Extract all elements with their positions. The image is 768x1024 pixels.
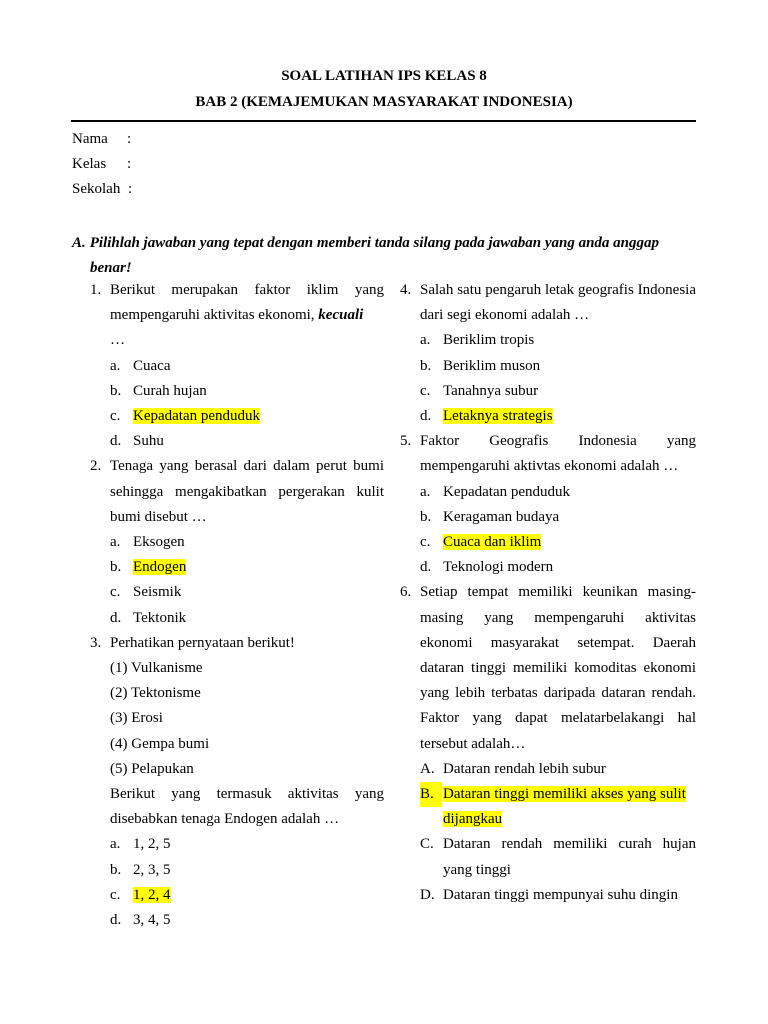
option-label: b.	[110, 382, 122, 399]
option-text: Dataran tinggi mempunyai suhu dingin	[443, 886, 678, 903]
option-4b[interactable]	[400, 354, 696, 379]
question-text	[110, 278, 384, 354]
question-emphasis: kecuali	[318, 307, 364, 324]
option-6b[interactable]	[400, 782, 696, 832]
question-4	[400, 278, 696, 328]
option-1d[interactable]	[90, 429, 384, 454]
question-number: 4.	[400, 282, 412, 298]
option-text: 2, 3, 5	[133, 861, 171, 878]
option-text: Cuaca dan iklim	[443, 534, 542, 551]
instruction-line-1: Pilihlah jawaban yang tepat dengan memberi tanda silang pada jawaban yang anda anggap	[89, 235, 660, 251]
option-4d[interactable]	[400, 404, 696, 429]
option-1c[interactable]	[90, 404, 384, 429]
field-kelas	[72, 156, 132, 173]
question-1	[90, 278, 384, 354]
question-5	[400, 429, 696, 479]
option-label: d.	[420, 408, 432, 425]
option-label: a.	[110, 357, 121, 374]
field-kelas-colon: :	[127, 156, 132, 172]
field-sekolah-label: Sekolah	[72, 181, 121, 197]
option-label: b.	[110, 861, 122, 878]
question-3	[90, 631, 384, 656]
option-text: 3, 4, 5	[133, 912, 171, 929]
option-6d[interactable]	[400, 883, 696, 908]
question-text: Setiap tempat memiliki keunikan masing-masing yang mempengaruhi aktivitas ekonomi masyarakat setempat. Daerah dataran tinggi memiliki komoditas ekonomi yang lebih terbatas daripada dataran rendah. Faktor yang dapat melatarbelakangi hal tersebut adalah…	[420, 584, 696, 752]
field-nama-colon: :	[127, 131, 132, 147]
option-label: d.	[420, 559, 432, 576]
option-text: Suhu	[133, 433, 164, 450]
answer-highlight	[420, 408, 553, 425]
field-kelas-label: Kelas	[72, 156, 107, 172]
option-text: 1, 2, 4	[133, 886, 171, 903]
option-label: a.	[420, 483, 431, 500]
option-text: Teknologi modern	[443, 559, 554, 576]
option-3a[interactable]	[90, 832, 384, 857]
field-sekolah	[72, 181, 133, 198]
option-label: b.	[420, 508, 432, 525]
answer-highlight: Dataran tinggi memiliki akses yang sulit dijangkau	[443, 786, 686, 828]
right-column	[400, 278, 696, 908]
answer-highlight	[110, 559, 187, 576]
option-3d[interactable]	[90, 908, 384, 933]
field-nama	[72, 131, 132, 148]
option-label: a.	[420, 332, 431, 349]
title-line-2: BAB 2 (KEMAJEMUKAN MASYARAKAT INDONESIA)	[195, 94, 573, 110]
option-label: c.	[110, 886, 121, 903]
option-3c[interactable]	[90, 883, 384, 908]
option-label: C.	[420, 836, 434, 853]
option-2c[interactable]	[90, 580, 384, 605]
option-label: d.	[110, 609, 122, 626]
statement-2: (2) Tektonisme	[110, 685, 201, 702]
field-nama-label: Nama	[72, 131, 108, 147]
option-text: Eksogen	[133, 534, 185, 551]
question-number: 1.	[90, 282, 102, 298]
option-label: c.	[110, 584, 121, 601]
option-1b[interactable]	[90, 379, 384, 404]
option-label: d.	[110, 433, 122, 450]
option-2d[interactable]	[90, 606, 384, 631]
option-6c[interactable]	[400, 832, 696, 882]
option-label: b.	[420, 357, 432, 374]
question-6	[400, 580, 696, 756]
option-text: Endogen	[133, 559, 187, 576]
question-number: 6.	[400, 584, 412, 601]
section-letter: A.	[72, 235, 86, 251]
option-label: c.	[110, 408, 121, 425]
question-ellipsis: …	[110, 332, 125, 349]
option-text: 1, 2, 5	[133, 836, 171, 853]
answer-highlight	[420, 534, 542, 551]
option-label: d.	[110, 912, 122, 929]
question-number: 3.	[90, 634, 102, 651]
question-3-follow-text: Berikut yang termasuk aktivitas yang disebabkan tenaga Endogen adalah …	[110, 786, 384, 828]
option-label: b.	[110, 559, 122, 576]
option-label: a.	[110, 534, 121, 551]
option-text: Keragaman budaya	[443, 508, 560, 525]
left-column	[90, 278, 384, 933]
header-divider	[71, 120, 696, 122]
option-text: Dataran rendah memiliki curah hujan yang tinggi	[443, 836, 696, 878]
question-text: Perhatikan pernyataan berikut!	[110, 634, 295, 651]
option-label: B.	[420, 782, 442, 807]
option-text: Beriklim tropis	[443, 332, 535, 349]
question-number: 2.	[90, 458, 102, 475]
option-label: a.	[110, 836, 121, 853]
instruction-line-2: benar!	[90, 260, 132, 276]
option-label: D.	[420, 886, 435, 903]
option-5c[interactable]	[400, 530, 696, 555]
option-3b[interactable]	[90, 858, 384, 883]
option-5d[interactable]	[400, 555, 696, 580]
option-5a[interactable]	[400, 480, 696, 505]
question-text: Tenaga yang berasal dari dalam perut bumi sehingga mengakibatkan pergerakan kulit bumi disebut …	[110, 458, 384, 525]
option-text: Cuaca	[133, 357, 171, 374]
question-text-main: Berikut merupakan faktor iklim yang mempengaruhi aktivitas ekonomi,	[110, 282, 384, 324]
question-number: 5.	[400, 433, 412, 450]
option-2b[interactable]	[90, 555, 384, 580]
field-sekolah-colon: :	[128, 181, 133, 197]
option-text: Letaknya strategis	[443, 408, 553, 425]
statement-3: (3) Erosi	[110, 710, 163, 727]
option-label: c.	[420, 382, 431, 399]
question-text: Faktor Geografis Indonesia yang mempengaruhi aktivtas ekonomi adalah …	[420, 433, 696, 475]
option-text: Kepadatan penduduk	[133, 408, 261, 425]
option-1a[interactable]	[90, 354, 384, 379]
option-label: c.	[420, 534, 431, 551]
option-text: Dataran rendah lebih subur	[443, 760, 606, 777]
statement-5: (5) Pelapukan	[110, 760, 194, 777]
option-text: Kepadatan penduduk	[443, 483, 571, 500]
statement-1: (1) Vulkanisme	[110, 660, 203, 677]
option-4c[interactable]	[400, 379, 696, 404]
option-text: Beriklim muson	[443, 357, 541, 374]
question-2	[90, 454, 384, 530]
statement-4: (4) Gempa bumi	[110, 735, 210, 752]
option-text: Tektonik	[133, 609, 187, 626]
answer-highlight	[110, 408, 261, 425]
option-2a[interactable]	[90, 530, 384, 555]
option-text: Seismik	[133, 584, 182, 601]
answer-highlight	[110, 886, 171, 903]
option-5b[interactable]	[400, 505, 696, 530]
title-line-1: SOAL LATIHAN IPS KELAS 8	[281, 68, 487, 84]
section-instruction	[72, 231, 696, 281]
option-label: A.	[420, 760, 435, 777]
option-6a[interactable]	[400, 757, 696, 782]
option-text: Curah hujan	[133, 382, 207, 399]
option-4a[interactable]	[400, 328, 696, 353]
option-text: Tanahnya subur	[443, 382, 539, 399]
question-text: Salah satu pengaruh letak geografis Indonesia dari segi ekonomi adalah …	[420, 282, 696, 324]
